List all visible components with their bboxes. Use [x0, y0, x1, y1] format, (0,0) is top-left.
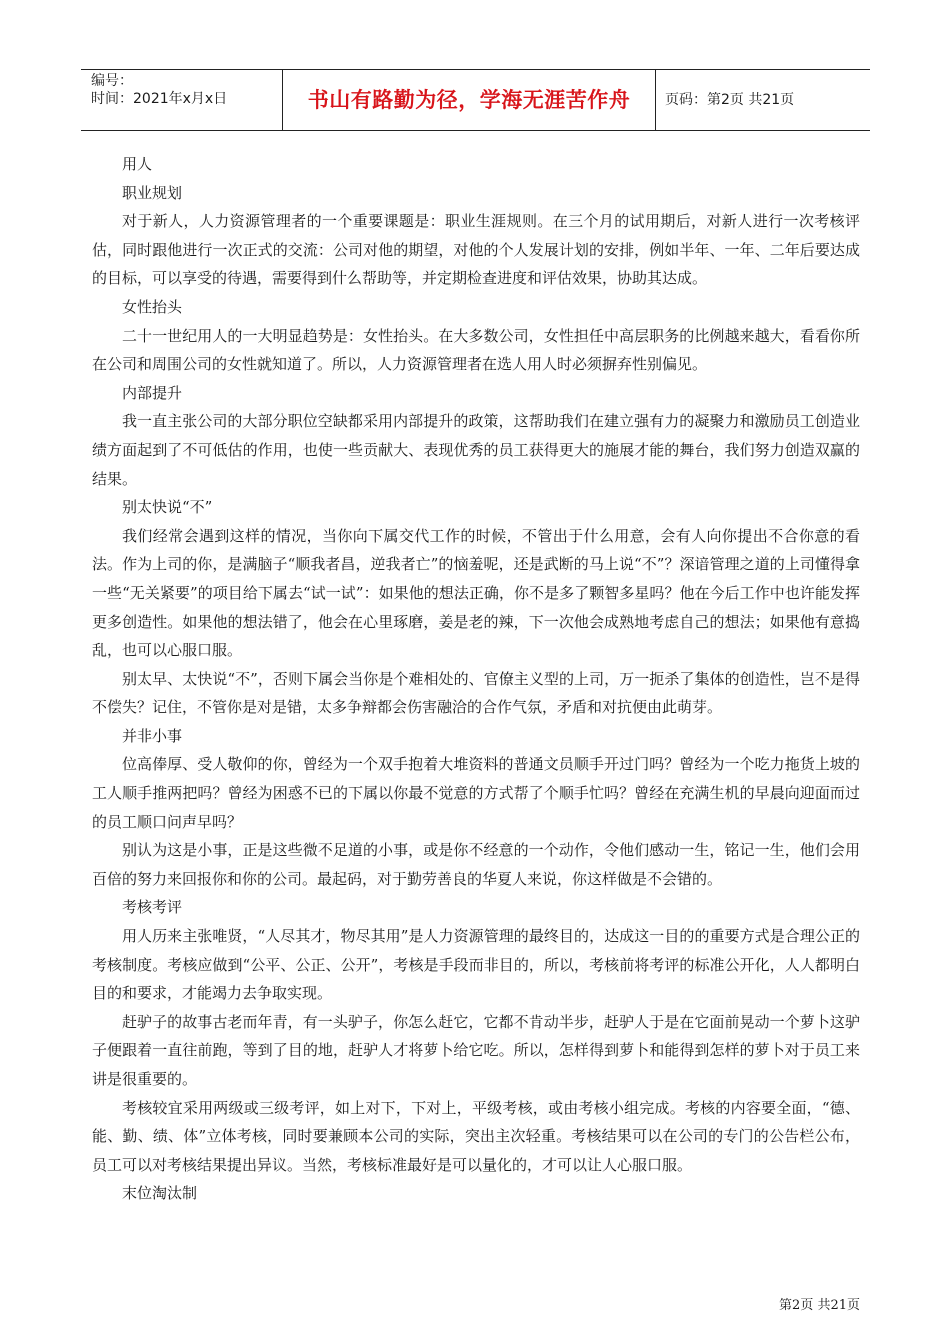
- body-paragraph: 我一直主张公司的大部分职位空缺都采用内部提升的政策，这帮助我们在建立强有力的凝聚力和激励员工创造业绩方面起到了不可低估的作用，也使一些贡献大、表现优秀的员工获得更大的施展才能的舞台，我们努力创造双赢的结果。: [92, 412, 860, 488]
- body-paragraph: 别认为这是小事，正是这些微不足道的小事，或是你不经意的一个动作，令他们感动一生，铭记一生，他们会用百倍的努力来回报你和你的公司。最起码，对于勤劳善良的华夏人来说，你这样做是不会错的。: [92, 841, 860, 888]
- section-heading: 别太快说“不”: [122, 498, 213, 517]
- number-label: 编号：: [91, 73, 133, 89]
- body-paragraph: 二十一世纪用人的一大明显趋势是：女性抬头。在大多数公司，女性担任中高层职务的比例越来越大，看看你所在公司和周围公司的女性就知道了。所以，人力资源管理者在选人用人时必须摒弃性别偏见。: [92, 326, 860, 374]
- section-heading: 末位淘汰制: [122, 1184, 198, 1203]
- time-label: 时间：2021年x月x日: [91, 91, 228, 107]
- divider: [655, 70, 656, 130]
- body-paragraph: 对于新人，人力资源管理者的一个重要课题是：职业生涯规则。在三个月的试用期后，对新人进行一次考核评估，同时跟他进行一次正式的交流：公司对他的期望，对他的个人发展计划的安排，例如半年、一年、二年后要达成的目标，可以享受的待遇，需要得到什么帮助等，并定期检查进度和评估效果，协助其达成。: [92, 212, 860, 288]
- header-table: [81, 69, 870, 131]
- body-paragraph: 用人历来主张唯贤，“人尽其才，物尽其用”是人力资源管理的最终目的，达成这一目的的重要方式是合理公正的考核制度。考核应做到“公平、公正、公开”，考核是手段而非目的，所以，考核前将考评的标准公开化，人人都明白目的和要求，才能竭力去争取实现。: [92, 927, 860, 1003]
- body-paragraph: 位高俸厚、受人敬仰的你，曾经为一个双手抱着大堆资料的普通文员顺手开过门吗？曾经为一个吃力拖货上坡的工人顺手推两把吗？曾经为困惑不已的下属以你最不觉意的方式帮了个顺手忙吗？曾经在充满生机的早晨向迎面而过的员工顺口问声早吗？: [92, 755, 860, 831]
- body-paragraph: 赶驴子的故事古老而年青，有一头驴子，你怎么赶它，它都不肯动半步，赶驴人于是在它面前晃动一个萝卜这驴子便跟着一直往前跑，等到了目的地，赶驴人才将萝卜给它吃。所以，怎样得到萝卜和能得到怎样的萝卜对于员工来讲是很重要的。: [92, 1012, 860, 1088]
- header-page-info: 页码：第2页 共21页: [665, 92, 795, 108]
- body-paragraph: 别太早、太快说“不”，否则下属会当你是个难相处的、官僚主义型的上司，万一扼杀了集体的创造性，岂不是得不偿失？记住，不管你是对是错，太多争辩都会伤害融洽的合作气氛，矛盾和对抗便由此萌芽。: [92, 669, 860, 717]
- section-heading: 职业规划: [122, 183, 183, 202]
- header-meta: [81, 70, 281, 130]
- document-body: [92, 150, 860, 1208]
- section-heading: 内部提升: [122, 383, 183, 402]
- page-footer: 第2页 共21页: [779, 1298, 860, 1313]
- section-heading: 考核考评: [122, 898, 183, 917]
- body-paragraph: 我们经常会遇到这样的情况，当你向下属交代工作的时候，不管出于什么用意，会有人向你提出不合你意的看法。作为上司的你，是满脑子“顺我者昌，逆我者亡”的恼羞呢，还是武断的马上说“不”？深谙管理之道的上司懂得拿一些“无关紧要”的项目给下属去“试一试”：如果他的想法正确，你不是多了颗智多星吗？他在今后工作中也许能发挥更多创造性。如果他的想法错了，他会在心里琢磨，姜是老的辣，下一次他会成熟地考虑自己的想法；如果他有意捣乱，也可以心服口服。: [92, 526, 860, 660]
- body-paragraph: 考核较宜采用两级或三级考评，如上对下，下对上，平级考核，或由考核小组完成。考核的内容要全面，“德、能、勤、绩、体”立体考核，同时要兼顾本公司的实际，突出主次轻重。考核结果可以在公司的专门的公告栏公布，员工可以对考核结果提出异议。当然，考核标准最好是可以量化的，才可以让人心服口服。: [92, 1098, 860, 1174]
- header-motto: 书山有路勤为径，学海无涯苦作舟: [307, 88, 631, 112]
- section-heading: 女性抬头: [122, 297, 183, 316]
- section-heading: 并非小事: [122, 726, 183, 745]
- section-heading: 用人: [122, 155, 153, 173]
